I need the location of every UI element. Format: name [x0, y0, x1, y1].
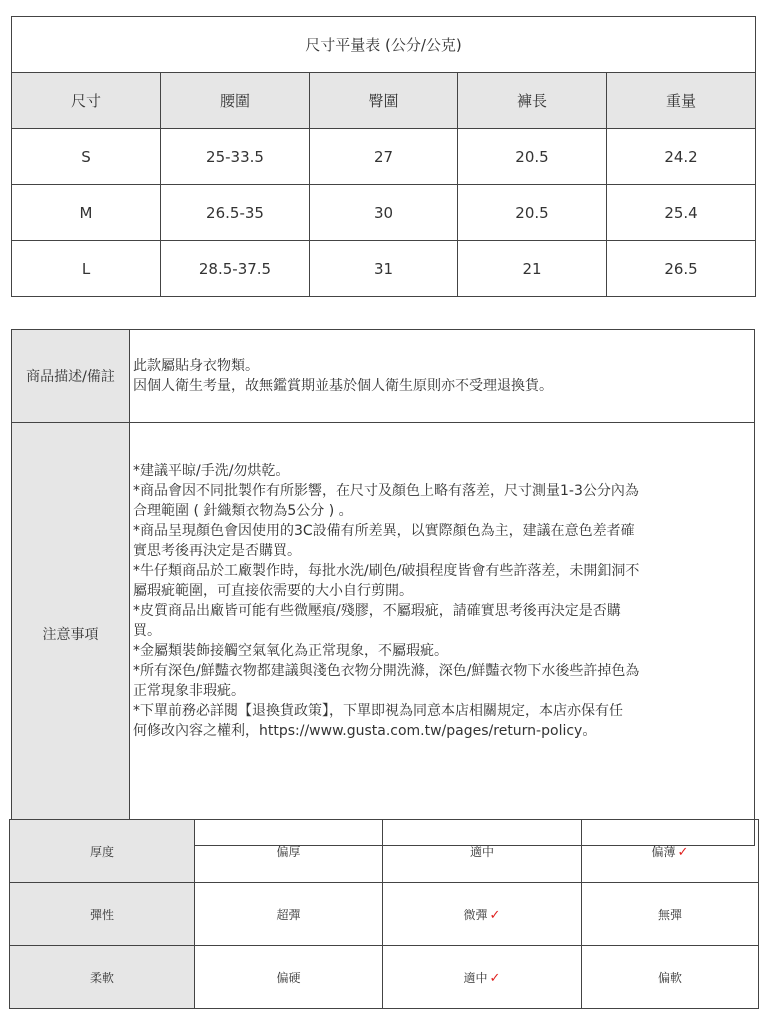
fabric-row-elasticity [10, 883, 759, 946]
option-label: 適中 [469, 844, 494, 859]
check-icon: ✓ [489, 970, 501, 986]
notes-label: 注意事項 [12, 423, 130, 846]
option-label: 偏薄 [651, 844, 676, 859]
notes-line: 屬瑕疵範圍，可直接依需要的大小自行剪開。 [133, 583, 413, 599]
option-label: 微彈 [463, 907, 488, 922]
notes-line: *建議平晾/手洗/勿烘乾。 [133, 463, 290, 479]
table-cell: 27 [310, 129, 458, 185]
description-row [12, 330, 755, 423]
notes-line: *下單前務必詳閱【退換貨政策】，下單即視為同意本店相關規定，本店亦保有任 [133, 703, 623, 719]
fabric-option [195, 883, 383, 946]
fabric-row-softness [10, 946, 759, 1009]
notes-line: 實思考後再決定是否購買。 [133, 543, 301, 559]
size-table-header-row [12, 73, 756, 129]
fabric-option [582, 883, 759, 946]
description-content [130, 330, 755, 423]
notes-line: 合理範圍 ( 針織類衣物為5公分 ) 。 [133, 503, 353, 519]
table-cell: 25.4 [607, 185, 756, 241]
table-row [12, 129, 756, 185]
table-cell: 26.5-35 [161, 185, 310, 241]
fabric-option [383, 946, 582, 1009]
notes-line: *商品會因不同批製作有所影響，在尺寸及顏色上略有落差，尺寸測量1-3公分內為 [133, 483, 639, 499]
fabric-table [9, 819, 759, 1009]
description-line: 此款屬貼身衣物類。 [133, 358, 259, 374]
table-cell: 24.2 [607, 129, 756, 185]
table-cell: 20.5 [458, 185, 607, 241]
table-cell: 26.5 [607, 241, 756, 297]
header-hip: 臀圍 [310, 73, 458, 129]
option-label: 超彈 [276, 907, 301, 922]
header-length: 褲長 [458, 73, 607, 129]
check-icon: ✓ [677, 844, 689, 860]
description-label: 商品描述/備註 [12, 330, 130, 423]
table-row [12, 241, 756, 297]
notes-line: *牛仔類商品於工廠製作時，每批水洗/刷色/破損程度皆會有些許落差，未開釦洞不 [133, 563, 640, 579]
size-table-title: 尺寸平量表 (公分/公克) [12, 17, 756, 73]
fabric-option [195, 946, 383, 1009]
option-label: 偏軟 [657, 970, 682, 985]
fabric-row-thickness [10, 820, 759, 883]
option-label: 偏硬 [276, 970, 301, 985]
notes-line: *金屬類裝飾接觸空氣氧化為正常現象，不屬瑕疵。 [133, 643, 448, 659]
header-size: 尺寸 [12, 73, 161, 129]
notes-line: *商品呈現顏色會因使用的3C設備有所差異，以實際顏色為主，建議在意色差者確 [133, 523, 635, 539]
fabric-option [582, 820, 759, 883]
table-cell: 20.5 [458, 129, 607, 185]
option-label: 適中 [463, 970, 488, 985]
notes-line: 何修改內容之權利，https://www.gusta.com.tw/pages/return-policy。 [133, 723, 597, 739]
table-cell: 25-33.5 [161, 129, 310, 185]
table-cell: 31 [310, 241, 458, 297]
notes-content [130, 423, 755, 846]
size-table [11, 16, 756, 297]
fabric-label: 柔軟 [10, 946, 195, 1009]
option-label: 無彈 [657, 907, 682, 922]
table-row [12, 185, 756, 241]
table-cell: L [12, 241, 161, 297]
fabric-option [383, 883, 582, 946]
description-table [11, 329, 755, 846]
table-cell: 30 [310, 185, 458, 241]
option-label: 偏厚 [276, 844, 301, 859]
description-line: 因個人衛生考量，故無鑑賞期並基於個人衛生原則亦不受理退換貨。 [133, 378, 553, 394]
table-cell: 21 [458, 241, 607, 297]
header-waist: 腰圍 [161, 73, 310, 129]
notes-line: *皮質商品出廠皆可能有些微壓痕/殘膠，不屬瑕疵，請確實思考後再決定是否購 [133, 603, 621, 619]
notes-line: *所有深色/鮮豔衣物都建議與淺色衣物分開洗滌，深色/鮮豔衣物下水後些許掉色為 [133, 663, 640, 679]
fabric-label: 厚度 [10, 820, 195, 883]
fabric-label: 彈性 [10, 883, 195, 946]
fabric-option [582, 946, 759, 1009]
table-cell: M [12, 185, 161, 241]
fabric-option [383, 820, 582, 883]
fabric-option [195, 820, 383, 883]
table-cell: S [12, 129, 161, 185]
header-weight: 重量 [607, 73, 756, 129]
table-cell: 28.5-37.5 [161, 241, 310, 297]
notes-line: 買。 [133, 623, 161, 639]
check-icon: ✓ [489, 907, 501, 923]
notes-row [12, 423, 755, 846]
notes-line: 正常現象非瑕疵。 [133, 683, 245, 699]
